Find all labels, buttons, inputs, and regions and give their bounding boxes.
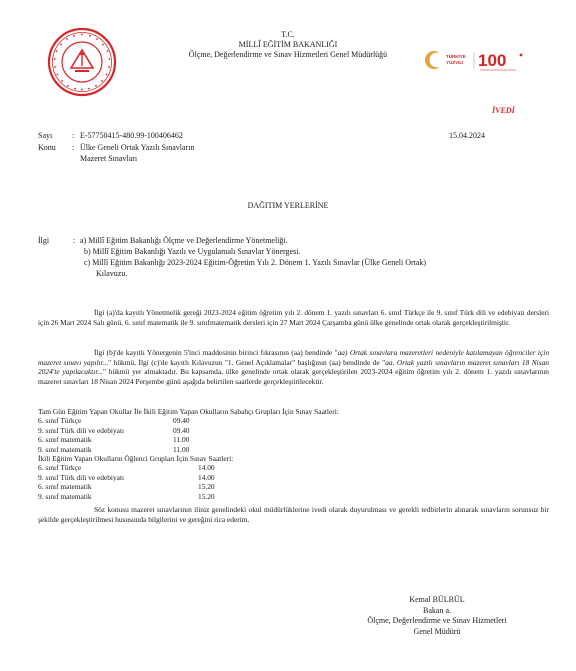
paragraph-regulation [38,348,549,386]
document-date: 15.04.2024 [449,131,485,140]
logo-text-100: 100 [478,51,507,70]
sayi-value: E-57750415-480.99-100406462 [80,131,183,140]
signatory-title: Genel Müdürü [413,626,461,636]
header-line-tc: T.C. [281,30,295,39]
schedule-row: 9. sınıf Türk dili ve edebiyatı 09.40 [38,425,190,435]
konu-label: Konu [38,143,56,152]
distribution-heading: DAĞITIM YERLERİNE [247,201,329,210]
schedule-row: 6. sınıf matematik 15.20 [38,482,215,492]
signature-block [330,595,544,637]
paragraph-intro [38,308,549,327]
urgent-label: İVEDİ [492,106,515,115]
paragraph-closing [38,505,549,524]
paragraph-regulation-text: " hükmü, İlgi (c)'de kayıtlı Kılavuzun "1. Genel Açıklamalar" başlığının (aa) bendinde de " [108,357,386,367]
schedule-afternoon [38,454,548,501]
schedule-row: 6. sınıf Türkçe 09.40 [38,416,190,426]
guide-quote: aa. Ortak yazılı sınavların mazeret sınavları 18 Nisan 2024'te yapılacaktır... [38,357,549,377]
sayi-row: Sayı : E-57750415-480.99-100406462 [38,131,183,140]
sayi-label: Sayı [38,131,53,140]
header-line-ministry: MİLLÎ EĞİTİM BAKANLIĞI [238,40,338,49]
schedule-row: 9. sınıf Türk dili ve edebiyatı 14.00 [38,472,215,482]
paragraph-regulation-text: İlgi (b)'de kayıtlı Yönergenin 5'inci maddesinin birinci fıkrasının (aa) bendinde " [94,348,338,357]
regulation-quote: aa) Ortak sınavlara mazeretleri nedeniyle katılamayan öğrenciler için mazeret sınavı yapılır... [38,348,550,367]
konu-value-line1: Ülke Geneli Ortak Yazılı Sınavların [80,143,195,152]
reference-item: Kılavuzu. [96,269,128,278]
turkiye-yuzyili-logo [424,47,532,73]
schedule-row: 6. sınıf Türkçe 14.00 [38,463,215,473]
paragraph-regulation-text: " hükmü yer almaktadır. Bu kapsamda, ülke genelinde ortak olarak gerçekleştirilen 2023-2024 eğitim öğretim yılı 2. dönem 1. yazılı sınavlarının mazeret sınavları 18 Nisan 2024 Perşembe günü aşağıda belirtilen saatlerde gerçekleştirilecektir. [38,367,549,386]
paragraph-closing-text: Söz konusu mazeret sınavlarının iliniz genelindeki okul müdürlüklerine ivedi olarak duyurulması ve gerekli tedbirlerin alınarak sınavların sorunsuz bir şekilde gerçekleştirilmesi hususunda bilgilerini ve gereğini rica ederim. [38,505,549,524]
konu-row: Konu : Ülke Geneli Ortak Yazılı Sınavların [38,143,195,152]
schedule-row: 9. sınıf matematik 15.20 [38,491,215,501]
reference-item: a) Millî Eğitim Bakanlığı Ölçme ve Değerlendirme Yönetmeliği. [80,236,288,245]
reference-item: b) Millî Eğitim Bakanlığı Yazılı ve Uygulamalı Sınavlar Yönergesi. [84,247,301,256]
schedule-heading: İkili Eğitim Yapan Okulların Öğlenci Grupları İçin Sınav Saatleri: [38,454,234,463]
logo-text-turkiye: TÜRKİYE [446,54,466,59]
konu-value-line2: Mazeret Sınavları [80,154,138,163]
schedule-row: 9. sınıf matematik 11.00 [38,444,190,454]
schedule-row: 6. sınıf matematik 11.00 [38,435,190,445]
schedule-heading: Tam Gün Eğitim Yapan Okullar İle İkili Eğitim Yapan Okulların Sabahçı Grupları İçin Sınav Saatleri: [38,407,339,416]
letterhead [150,30,426,60]
signatory-title: Ölçme, Değerlendirme ve Sınav Hizmetleri [367,616,507,625]
logo-text-yuzyili: YÜZYILI [446,60,464,65]
header-line-directorate: Ölçme, Değerlendirme ve Sınav Hizmetleri Genel Müdürlüğü [188,50,388,59]
ministry-seal-logo [46,26,118,98]
reference-item: c) Millî Eğitim Bakanlığı 2023-2024 Eğitim-Öğretim Yılı 2. Dönem 1. Yazılı Sınavlar (Ülke Geneli Ortak) [84,258,427,267]
schedule-full-day [38,407,548,454]
signatory-name: Kemal BÜLBÜL [409,595,465,604]
signatory-title: Bakan a. [423,605,451,615]
references-label: İlgi [38,236,50,245]
paragraph-intro-text: İlgi (a)'da kayıtlı Yönetmelik gereği 2023-2024 eğitim öğretim yılı 2. dönem 1. yazılı sınavları 6. sınıf Türkçe ile 9. sınıf Türk dili ve edebiyatı dersleri için 26 Mart 2024 Salı günü, 6. sınıf matematik ile 9. sınıfmatematik dersleri için 27 Mart 2024 Çarşamba günü ülke genelinde ortak olarak gerçekleştirilmiştir. [38,308,549,327]
